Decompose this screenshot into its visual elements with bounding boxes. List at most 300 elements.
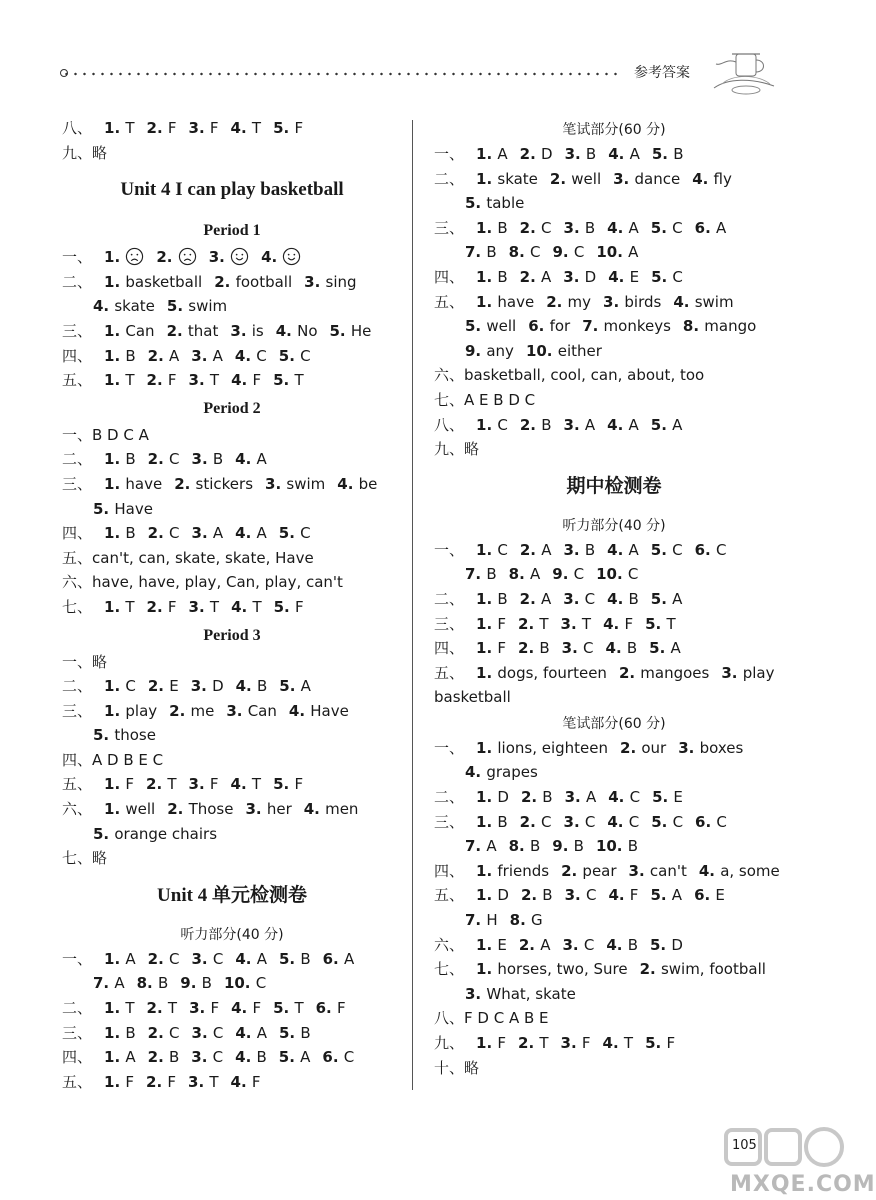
question-number: 1. [104,597,126,616]
answer-text: 九、 [434,1034,465,1052]
answer-line [62,344,402,369]
question-number: 3. [188,371,210,390]
answer-text: A [628,243,639,262]
answer-text: No [297,321,318,340]
question-number: 2. [147,677,170,696]
section-title: 期中检测卷 [566,475,662,497]
question-number: 4. [607,415,629,434]
answer-line [434,736,794,761]
answer-text: 五、can't, can, skate, skate, Have [62,548,314,567]
answer-text: swim [694,292,734,311]
answer-text: T [539,614,549,633]
answer-text: F [624,614,634,633]
answer-text: C [672,218,683,237]
answer-text: A [300,1048,311,1067]
answer-text: F [581,1034,591,1052]
answer-text: F [666,1034,676,1052]
question-number: 1. [476,169,498,188]
answer-text: 六、have, have, play, Can, play, can't [62,573,343,592]
answer-text: A [486,837,497,856]
question-number: 1. [476,935,498,954]
answer-text: 一、 [434,738,465,757]
question-number: 1. [104,949,126,968]
answer-text: pear [582,861,617,880]
question-number: 1. [476,886,498,905]
answer-text: 五、 [434,886,465,905]
answer-line [62,570,402,595]
question-number: 3. [191,949,213,968]
answer-line [62,772,402,797]
question-number: 6. [315,999,337,1018]
answer-text: have [125,474,163,493]
question-number: 7. [465,837,487,856]
answer-text: 七、A E B D C [434,390,536,409]
answer-line [434,685,794,710]
answer-text: C [300,346,311,365]
question-number: 2. [561,861,583,880]
answer-text: football [235,272,293,291]
question-number: 1. [476,589,498,608]
question-number: 5. [279,677,301,696]
answer-text: A [672,415,683,434]
answer-line [62,723,402,748]
answer-text: F [294,775,304,794]
answer-text: 五、 [62,775,93,794]
question-number: 3. [191,450,213,469]
answer-text: C [628,812,640,831]
answer-text: 七、略 [62,849,108,868]
watermark-text: MXQE.COM [730,1172,876,1197]
column-divider [412,120,413,1090]
question-number: 1. [476,540,498,559]
question-number: 4. [234,346,257,365]
answer-text: C [584,812,596,831]
answer-text: F [336,999,346,1018]
answer-line [62,472,402,497]
question-number: 1. [476,861,498,880]
answer-text: T [209,1072,219,1091]
answer-text: B [626,639,638,658]
question-number: 6. [694,540,716,559]
answer-text: Those [188,800,234,819]
question-number: 3. [191,1023,213,1042]
answer-line [62,546,402,571]
answer-text: C [212,1048,224,1067]
answer-text: T [581,614,592,633]
answer-text: 三、 [434,614,465,633]
question-number: 2. [147,346,170,365]
question-number: 5. [278,346,301,365]
question-number: 2. [518,935,541,954]
answer-text: table [486,194,525,213]
question-number: 3. [563,415,585,434]
answer-text: lions, eighteen [497,738,609,757]
answer-text: Have [310,701,349,720]
sad-face-icon [125,247,144,266]
answer-text: B [497,218,508,237]
answer-text: D [671,935,683,954]
question-number: 4. [606,935,628,954]
answer-text: A [125,949,136,968]
answer-line [434,142,794,167]
question-number: 10. [596,243,629,262]
answer-text: T [209,597,220,616]
answer-text: D [584,267,597,286]
answer-text: friends [497,861,550,880]
answer-line [62,368,402,393]
answer-text: swim [188,297,228,316]
question-number: 4. [230,775,252,794]
answer-text: sing [325,272,357,291]
answer-text: 三、 [62,321,93,340]
answer-text: C [715,540,727,559]
answer-text: Have [114,499,153,518]
answer-text: C [541,812,552,831]
question-number: 1. [476,1034,498,1052]
answer-text: C [256,346,267,365]
answer-text: A [670,639,681,658]
answer-text: B [584,218,596,237]
question-number: 7. [465,911,487,930]
question-number: 9. [180,974,202,993]
question-number: 6. [528,317,550,336]
question-number: 1. [104,371,126,390]
answer-text: A [628,415,639,434]
question-number: 3. [563,218,585,237]
question-number: 2. [519,812,542,831]
question-number: 4. [230,1072,252,1091]
answer-text: skate [497,169,538,188]
answer-line [62,797,402,822]
question-number: 2. [146,775,168,794]
question-number: 10. [596,565,628,584]
question-number: 2. [147,450,170,469]
answer-text: fly [713,169,732,188]
question-number: 4. [607,218,629,237]
question-number: 4. [608,267,630,286]
question-number: 5. [278,524,301,543]
answer-line [434,167,794,192]
answer-line [62,245,402,270]
answer-text: C [583,935,595,954]
answer-text: T [251,775,262,794]
question-number: 5. [93,824,115,843]
answer-text: C [672,540,683,559]
answer-text: C [541,218,552,237]
answer-text: have [497,292,535,311]
answer-text: men [325,800,359,819]
answer-text: B [539,639,550,658]
question-number: 2. [639,960,661,979]
answer-text: T [294,999,304,1018]
question-number: 1. [104,119,126,137]
question-number: 3. [465,984,487,1003]
happy-face-icon [282,247,301,266]
question-number: 4. [698,861,721,880]
answer-text: E [673,788,683,807]
question-number: 1. [104,677,126,696]
answer-text: D [541,145,553,163]
question-number: 2. [214,272,236,291]
question-number: 1. [104,775,126,794]
question-number: 9. [552,837,574,856]
answer-text: any [486,341,514,360]
answer-text: stickers [195,474,254,493]
question-number: 3. [564,145,586,163]
question-number: 3. [208,248,231,267]
question-number: 3. [563,812,585,831]
answer-line [434,562,794,587]
answer-text: 一、 [62,248,93,267]
question-number: 1. [476,415,498,434]
answer-line [434,810,794,835]
answer-text: A [629,145,640,163]
question-number: 4. [337,474,359,493]
answer-text: 八、 [434,415,465,434]
answer-line [434,538,794,563]
question-number: 3. [560,614,582,633]
happy-face-icon [230,247,249,266]
answer-text: 五、 [434,292,465,311]
question-number: 5. [273,775,295,794]
question-number: 4. [231,999,253,1018]
question-number: 4. [607,589,629,608]
question-number: 5. [649,935,672,954]
question-number: 5. [650,218,673,237]
answer-text: well [125,800,156,819]
answer-text: C [169,524,180,543]
answer-text: A [628,540,639,559]
question-number: 3. [188,597,210,616]
answer-text: C [716,812,727,831]
question-number: 1. [104,321,126,340]
answer-text: B [486,565,497,584]
answer-line [434,1031,794,1056]
answer-text: H [486,911,498,930]
answer-text: C [573,243,585,262]
answer-text: A [671,886,683,905]
answer-text: A [212,524,224,543]
answer-line [434,859,794,884]
question-number: 5. [652,788,674,807]
answer-text: T [167,775,177,794]
question-number: 3. [563,267,585,286]
answer-text: B [169,1048,180,1067]
answer-text: horses, two, Sure [497,960,628,979]
answer-text: C [629,788,641,807]
answer-text: D [497,886,509,905]
answer-text: boxes [699,738,744,757]
question-number: 2. [620,738,642,757]
question-number: 1. [104,1048,126,1067]
answer-line [434,982,794,1007]
question-number: 1. [476,960,498,979]
answer-text: my [567,292,592,311]
answer-text: C [497,415,508,434]
question-number: 4. [608,886,630,905]
question-number: 3. [563,589,585,608]
answer-line [62,1021,402,1046]
answer-text: 十、略 [434,1058,480,1077]
answer-text: T [539,1034,549,1052]
answer-text: 九、略 [434,440,480,459]
part-title: 听力部分(40 分) [562,517,666,534]
question-number: 6. [694,886,716,905]
answer-text: A [541,589,552,608]
question-number: 6. [694,218,716,237]
answer-text: me [190,701,215,720]
answer-text: C [584,589,596,608]
question-number: 5. [166,297,189,316]
question-number: 5. [650,415,673,434]
answer-line [62,748,402,773]
answer-text: F [167,597,177,616]
answer-line [434,1006,794,1031]
answer-text: her [266,800,292,819]
answer-text: B [300,1023,311,1042]
answer-text: B [201,974,212,993]
answer-line [62,116,402,141]
answer-text: birds [624,292,662,311]
question-number: 4. [93,297,115,316]
answer-text: well [486,317,517,336]
question-number: 5. [465,194,487,213]
question-number: 2. [167,800,189,819]
answer-text: D [212,677,224,696]
answer-text: T [125,597,135,616]
question-number: 8. [682,317,705,336]
answer-text: F [497,639,507,658]
answer-line [434,339,794,364]
question-number: 4. [608,145,630,163]
question-number: 2. [546,292,568,311]
answer-text: mango [704,317,757,336]
answer-text: 五、 [434,663,465,682]
question-number: 5. [645,614,667,633]
question-number: 2. [519,540,542,559]
answer-text: F [167,1072,177,1091]
answer-text: C [169,1023,180,1042]
answer-line [62,595,402,620]
sad-face-icon [178,247,197,266]
answer-text: A [212,346,223,365]
answer-text: F [210,999,220,1018]
question-number: 5. [278,1048,301,1067]
answer-text: C [300,524,311,543]
question-number: 1. [104,524,126,543]
answer-text: 二、 [62,272,93,291]
answer-text: C [255,974,267,993]
header-dotted-rule [62,72,622,76]
question-number: 5. [273,119,295,137]
answer-text: A [125,1048,136,1067]
question-number: 4. [673,292,695,311]
question-number: 1. [476,639,498,658]
answer-text: either [557,341,602,360]
answer-text: A [716,218,727,237]
question-number: 1. [476,267,498,286]
answer-text: A [114,974,125,993]
answer-text: swim [286,474,326,493]
question-number: 3. [628,861,650,880]
answer-text: our [641,738,667,757]
answer-text: A [169,346,180,365]
answer-text: D [497,788,509,807]
answer-text: C [573,565,585,584]
question-number: 2. [519,145,541,163]
answer-text: E [629,267,640,286]
answer-line [434,785,794,810]
answer-text: B [541,415,552,434]
answer-line [434,363,794,388]
answer-text: basketball [125,272,203,291]
answer-text: 六、 [62,800,93,819]
answer-text: B [256,677,268,696]
answer-line [62,497,402,522]
question-number: 4. [235,677,257,696]
page-header [62,58,782,92]
answer-text: play [742,663,775,682]
question-number: 3. [562,935,584,954]
question-number: 4. [602,1034,624,1052]
answer-text: G [531,911,543,930]
answer-text: that [187,321,219,340]
answer-text: A [628,218,639,237]
answer-line [62,846,402,871]
question-number: 1. [104,272,126,291]
question-number: 1. [104,1072,126,1091]
answer-text: B [585,145,597,163]
header-title: 参考答案 [634,65,690,81]
question-number: 5. [329,321,351,340]
answer-text: B [125,1023,136,1042]
question-number: 4. [288,701,311,720]
answer-line [434,314,794,339]
answer-text: 一、B D C A [62,425,149,444]
answer-text: 四、 [62,524,93,543]
question-number: 4. [235,524,257,543]
answer-text: mangoes [640,663,710,682]
answer-text: C [125,677,136,696]
answer-text: B [212,450,224,469]
question-number: 4. [605,639,627,658]
answer-line [62,1070,402,1095]
question-number: 7. [582,317,604,336]
question-number: 5. [650,589,673,608]
question-number: 5. [645,1034,667,1052]
question-number: 5. [278,949,301,968]
answer-line [434,587,794,612]
question-number: 10. [223,974,256,993]
question-number: 1. [476,614,498,633]
question-number: 7. [465,243,487,262]
answer-text: dogs, fourteen [497,663,607,682]
answer-text: B [627,935,638,954]
question-number: 3. [230,321,252,340]
question-number: 1. [476,663,498,682]
answer-text: C [169,450,180,469]
question-number: 1. [104,1023,126,1042]
question-number: 4. [261,248,283,267]
answer-line [434,290,794,315]
answer-text: basketball [434,688,511,707]
question-number: 8. [508,243,531,262]
question-number: 3. [191,1048,213,1067]
answer-text: B [300,949,311,968]
question-number: 5. [273,999,295,1018]
answer-text: 五、 [62,1072,93,1091]
question-number: 4. [231,371,253,390]
